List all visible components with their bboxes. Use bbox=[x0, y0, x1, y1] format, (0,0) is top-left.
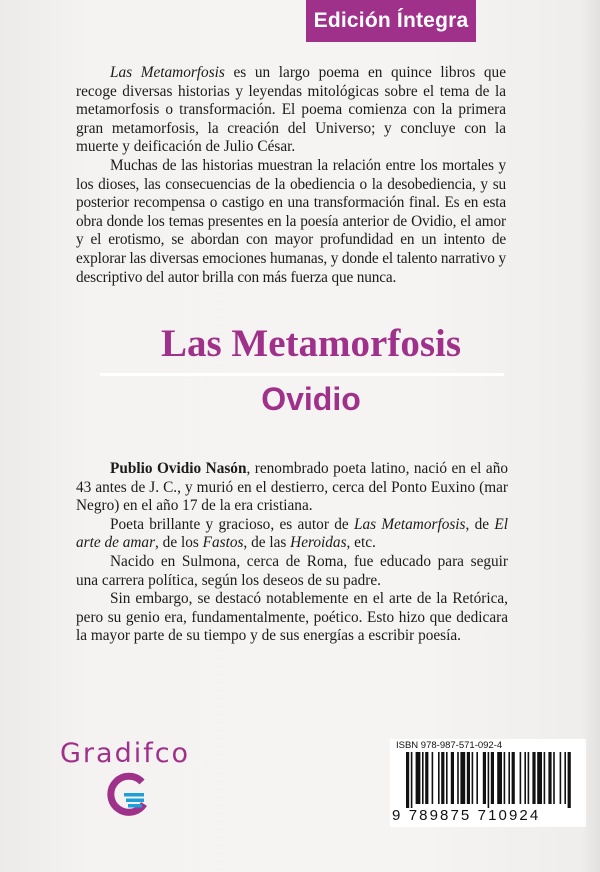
bio-work-arte-de-amar: El arte de amar bbox=[76, 515, 508, 552]
book-title: Las Metamorfosis bbox=[160, 322, 462, 365]
barcode-bar bbox=[553, 752, 555, 804]
isbn-label: ISBN 978-987-571-092-4 bbox=[396, 740, 503, 751]
gradifco-g-logo-icon bbox=[104, 772, 152, 820]
barcode-bar bbox=[460, 752, 465, 804]
synopsis-text-1: es un largo poema en quince libros que recoge diversas historias y leyendas mitológicas sobre el tema de la metamorfosis o transformación. El poema comienza con la primera gran metamorfosis, la creación del Universo; y concluye con la muerte y deificación de Julio César. bbox=[76, 64, 506, 156]
bio-text-2e: , etc. bbox=[346, 534, 376, 552]
barcode-bar bbox=[512, 752, 515, 804]
barcode-bar bbox=[548, 752, 551, 804]
bio-text-2c: , de los bbox=[155, 534, 203, 552]
barcode-bar bbox=[438, 752, 440, 804]
barcode-bar bbox=[497, 752, 502, 804]
page-edge-shadow bbox=[582, 0, 600, 872]
publisher-name: Gradifco bbox=[60, 738, 191, 769]
barcode-bar bbox=[457, 752, 459, 804]
bio-paragraph-3: Nacido en Sulmona, cerca de Roma, fue educado para seguir una carrera política, según los deseos de su padre. bbox=[76, 552, 508, 589]
bio-text-2d: , de las bbox=[243, 534, 291, 552]
bio-work-heroidas: Heroidas bbox=[290, 534, 347, 552]
book-author: Ovidio bbox=[261, 381, 361, 417]
barcode-bar bbox=[508, 752, 510, 804]
bio-paragraph-1 bbox=[76, 460, 508, 516]
barcode-bar bbox=[528, 752, 530, 804]
edition-banner bbox=[306, 0, 476, 42]
bio-work-fastos: Fastos bbox=[202, 534, 244, 552]
barcode-icon bbox=[392, 752, 588, 808]
bio-work-metamorfosis: Las Metamorfosis bbox=[353, 515, 466, 533]
bio-author-name: Publio Ovidio Nasón bbox=[110, 460, 247, 477]
barcode-bar bbox=[568, 752, 571, 808]
barcode-bar bbox=[432, 752, 434, 804]
barcode-bar bbox=[406, 752, 409, 808]
barcode-bar bbox=[524, 752, 526, 804]
barcode-bar bbox=[472, 752, 474, 804]
barcode-bar bbox=[564, 752, 566, 804]
bio-paragraph-4: Sin embargo, se destacó notablemente en el arte de la Retórica, pero su genio era, fundamentalmente, poético. Esto hizo que dedicara la mayor parte de su tiempo y de sus energías a escribir poesía. bbox=[76, 590, 508, 645]
barcode-bar bbox=[476, 752, 478, 804]
barcode-bar bbox=[520, 752, 522, 804]
barcode-bar bbox=[467, 752, 470, 804]
edition-banner-label: Edición Íntegra bbox=[313, 9, 469, 32]
bio-paragraph-2 bbox=[76, 516, 508, 553]
barcode-bar bbox=[537, 752, 542, 804]
bio-text-2a: Poeta brillante y gracioso, es autor de bbox=[110, 515, 354, 533]
synopsis bbox=[76, 64, 506, 287]
barcode-bar bbox=[446, 752, 448, 804]
barcode-bar bbox=[560, 752, 562, 804]
barcode-bar bbox=[532, 752, 535, 804]
synopsis-paragraph-1 bbox=[76, 64, 506, 157]
barcode-bar bbox=[544, 752, 546, 804]
barcode-bar bbox=[411, 752, 413, 808]
barcode-bar bbox=[483, 752, 486, 804]
barcode-bar bbox=[441, 752, 444, 804]
barcode-bar bbox=[416, 752, 421, 804]
barcode-bar bbox=[488, 752, 490, 808]
title-divider bbox=[100, 373, 504, 376]
barcode-bar bbox=[451, 752, 454, 804]
bio-text-2b: , de bbox=[465, 515, 495, 533]
synopsis-title-italic: Las Metamorfosis bbox=[110, 64, 225, 81]
barcode-bar bbox=[491, 752, 494, 804]
bio-text-1: , renombrado poeta latino, nació en el año 43 antes de J. C., y murió en el destierro, cerca del Ponto Euxino (mar Negro) en el año 17 de la era cristiana. bbox=[76, 460, 508, 515]
author-biography bbox=[76, 460, 508, 646]
barcode-bar bbox=[422, 752, 424, 804]
barcode-bar bbox=[504, 752, 506, 804]
synopsis-paragraph-2: Muchas de las historias muestran la relación entre los mortales y los dioses, las consecuencias de la obediencia o la desobediencia, y su posterior recompensa o castigo en una transformación final. Es en esta obra donde los temas presentes en la poesía anterior de Ovidio, el amor y el erotismo, se abordan con mayor profundidad en un intento de explorar las diversas emociones humanas, y donde el talento narrativo y descriptivo del autor brilla con más fuerza que nunca. bbox=[76, 156, 506, 286]
barcode-digits: 9 789875 710924 bbox=[392, 807, 541, 824]
barcode-bar bbox=[425, 752, 428, 804]
